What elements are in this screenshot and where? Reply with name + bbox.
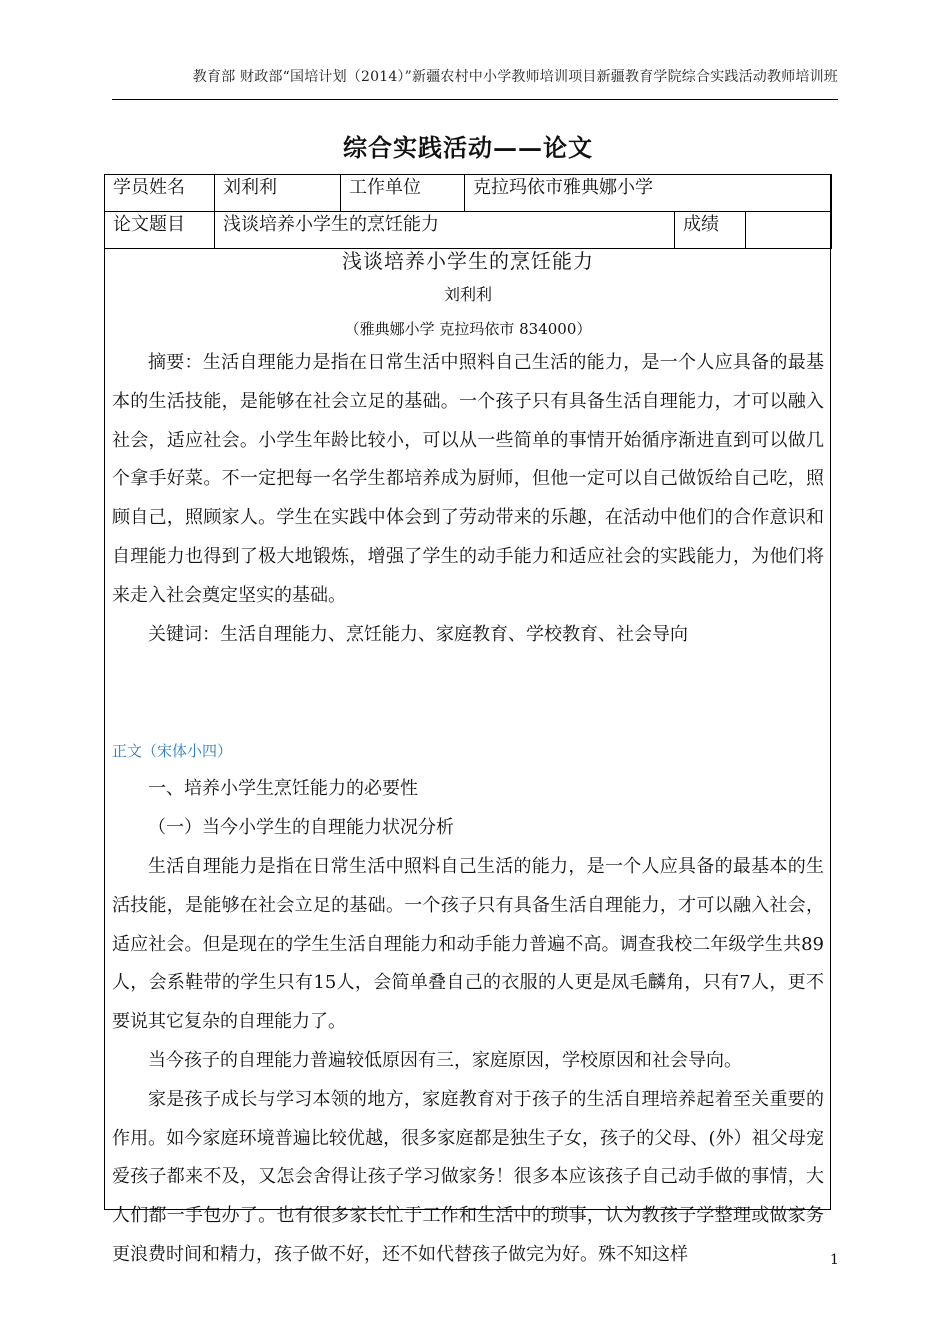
page-header: 教育部 财政部“国培计划（2014）”新疆农村中小学教师培训项目新疆教育学院综合实践活动教师培训班 xyxy=(192,69,838,85)
paper-content xyxy=(112,248,824,1275)
work-unit-label: 工作单位 xyxy=(341,175,465,212)
abstract-paragraph: 摘要：生活自理能力是指在日常生活中照料自己生活的能力，是一个人应具备的最基本的生活技能，是能够在社会立足的基础。一个孩子只有具备生活自理能力，才可以融入社会，适应社会。小学生年龄比较小，可以从一些简单的事情开始循序渐进直到可以做几个拿手好菜。不一定把每一名学生都培养成为厨师，但他一定可以自己做饭给自己吃，照顾自己，照顾家人。学生在实践中体会到了劳动带来的乐趣，在活动中他们的合作意识和自理能力也得到了极大地锻炼，增强了学生的动手能力和适应社会的实践能力，为他们将来走入社会奠定坚实的基础。 xyxy=(112,352,824,606)
info-row-topic xyxy=(105,212,832,249)
header-rule xyxy=(112,99,838,100)
subsection-heading: （一）当今小学生的自理能力状况分析 xyxy=(148,817,454,839)
body-paragraph: 家是孩子成长与学习本领的地方，家庭教育对于孩子的生活自理培养起着至关重要的作用。如今家庭环境普遍比较优越，很多家庭都是独生子女，孩子的父母、(外）祖父母宠爱孩子都来不及，又怎会舍得让孩子学习做家务！很多本应该孩子自己动手做的事情，大人们都一手包办了。也有很多家长忙于工作和生活中的琐事，认为教孩子学整理或做家务更浪费时间和精力，孩子做不好，还不如代替孩子做完为好。殊不知这样 xyxy=(112,1088,824,1265)
section-heading: 一、培养小学生烹饪能力的必要性 xyxy=(148,778,418,800)
page-number: 1 xyxy=(830,1252,839,1268)
paper-topic-value: 浅谈培养小学生的烹饪能力 xyxy=(215,212,675,249)
paper-affiliation: （雅典娜小学 克拉玛依市 834000） xyxy=(344,320,592,338)
body-paragraph: 生活自理能力是指在日常生活中照料自己生活的能力，是一个人应具备的最基本的生活技能，是能够在社会立足的基础。一个孩子只有具备生活自理能力，才可以融入社会，适应社会。但是现在的学生生活自理能力和动手能力普遍不高。调查我校二年级学生共89人，会系鞋带的学生只有15人，会简单叠自己的衣服的人更是凤毛麟角，只有7人，更不要说其它复杂的自理能力了。 xyxy=(112,855,824,1033)
paper-topic-label: 论文题目 xyxy=(105,212,215,249)
body-paragraph: 当今孩子的自理能力普遍较低原因有三，家庭原因，学校原因和社会导向。 xyxy=(148,1049,742,1071)
keywords-line: 关键词：生活自理能力、烹饪能力、家庭教育、学校教育、社会导向 xyxy=(148,623,688,645)
paper-title: 浅谈培养小学生的烹饪能力 xyxy=(342,249,594,273)
score-label: 成绩 xyxy=(675,212,746,249)
body-format-note: 正文（宋体小四） xyxy=(112,742,233,761)
info-row-student xyxy=(105,175,832,212)
student-name-label: 学员姓名 xyxy=(105,175,215,212)
work-unit-value: 克拉玛依市雅典娜小学 xyxy=(465,175,832,212)
info-table xyxy=(104,174,832,249)
score-value xyxy=(746,212,832,249)
blank-space xyxy=(112,654,824,732)
paper-author: 刘利利 xyxy=(443,285,492,304)
document-title: 综合实践活动——论文 xyxy=(343,133,593,162)
student-name-value: 刘利利 xyxy=(215,175,341,212)
